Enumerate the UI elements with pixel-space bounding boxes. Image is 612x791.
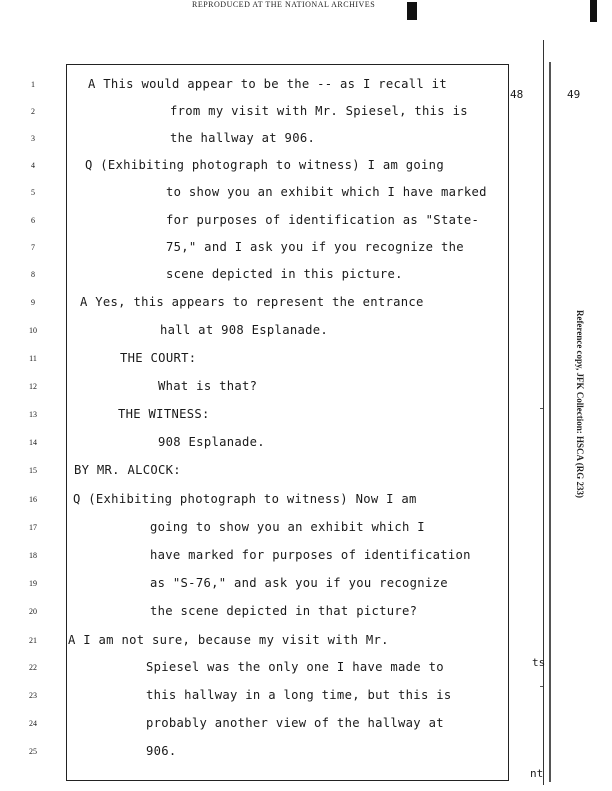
line-number: 11 — [29, 354, 37, 363]
line-number: 19 — [29, 579, 37, 588]
transcript-line: Q (Exhibiting photograph to witness) I am going — [85, 158, 444, 172]
margin-tick — [540, 686, 543, 687]
transcript-line: THE WITNESS: — [118, 407, 210, 421]
transcript-line: from my visit with Mr. Spiesel, this is — [170, 104, 468, 118]
transcript-line: A Yes, this appears to represent the entrance — [80, 295, 424, 309]
stamp-bar — [407, 2, 417, 20]
transcript-line: A I am not sure, because my visit with Mr. — [68, 633, 389, 647]
transcript-line: have marked for purposes of identification — [150, 548, 471, 562]
transcript-line: for purposes of identification as "State- — [166, 213, 480, 227]
line-number: 10 — [29, 326, 37, 335]
transcript-line: the scene depicted in that picture? — [150, 604, 418, 618]
line-number: 22 — [29, 663, 37, 672]
line-number: 21 — [29, 636, 37, 645]
line-number: 24 — [29, 719, 37, 728]
transcript-line: hall at 908 Esplanade. — [160, 323, 329, 337]
line-number: 20 — [29, 607, 37, 616]
line-number: 6 — [31, 216, 35, 225]
corner-bar — [590, 0, 597, 22]
line-number: 17 — [29, 523, 37, 532]
line-number: 9 — [31, 298, 35, 307]
transcript-line: scene depicted in this picture. — [166, 267, 403, 281]
transcript-line: Q (Exhibiting photograph to witness) Now I am — [73, 492, 417, 506]
line-number: 16 — [29, 495, 37, 504]
line-number: 15 — [29, 466, 37, 475]
transcript-line: 75," and I ask you if you recognize the — [166, 240, 464, 254]
transcript-line: 908 Esplanade. — [158, 435, 265, 449]
page-number-right: 49 — [567, 88, 581, 101]
transcript-line: BY MR. ALCOCK: — [74, 463, 181, 477]
line-number: 1 — [31, 80, 35, 89]
reference-copy-note: Reference copy, JFK Collection: HSCA (RG 233) — [575, 310, 585, 499]
transcript-line: probably another view of the hallway at — [146, 716, 444, 730]
page-number-left: 48 — [510, 88, 524, 101]
line-number: 2 — [31, 107, 35, 116]
line-number: 4 — [31, 161, 35, 170]
line-number: 7 — [31, 243, 35, 252]
line-number: 25 — [29, 747, 37, 756]
transcript-line: the hallway at 906. — [170, 131, 316, 145]
line-number: 12 — [29, 382, 37, 391]
line-number: 14 — [29, 438, 37, 447]
archive-stamp: REPRODUCED AT THE NATIONAL ARCHIVES — [192, 0, 376, 9]
margin-fragment: nt — [530, 767, 544, 780]
line-number: 3 — [31, 134, 35, 143]
transcript-line: What is that? — [158, 379, 258, 393]
transcript-line: 906. — [146, 744, 177, 758]
line-number: 8 — [31, 270, 35, 279]
margin-tick — [540, 408, 543, 409]
back-page-edge — [543, 40, 544, 785]
transcript-line: this hallway in a long time, but this is — [146, 688, 452, 702]
line-number: 23 — [29, 691, 37, 700]
transcript-line: going to show you an exhibit which I — [150, 520, 425, 534]
transcript-line: to show you an exhibit which I have marked — [166, 185, 487, 199]
transcript-line: A This would appear to be the -- as I recall it — [88, 77, 447, 91]
margin-fragment: ts — [532, 656, 546, 669]
back-page-edge-inner — [549, 62, 551, 782]
line-number: 18 — [29, 551, 37, 560]
transcript-line: as "S-76," and ask you if you recognize — [150, 576, 448, 590]
line-number: 5 — [31, 188, 35, 197]
line-number: 13 — [29, 410, 37, 419]
transcript-line: THE COURT: — [120, 351, 197, 365]
transcript-line: Spiesel was the only one I have made to — [146, 660, 444, 674]
